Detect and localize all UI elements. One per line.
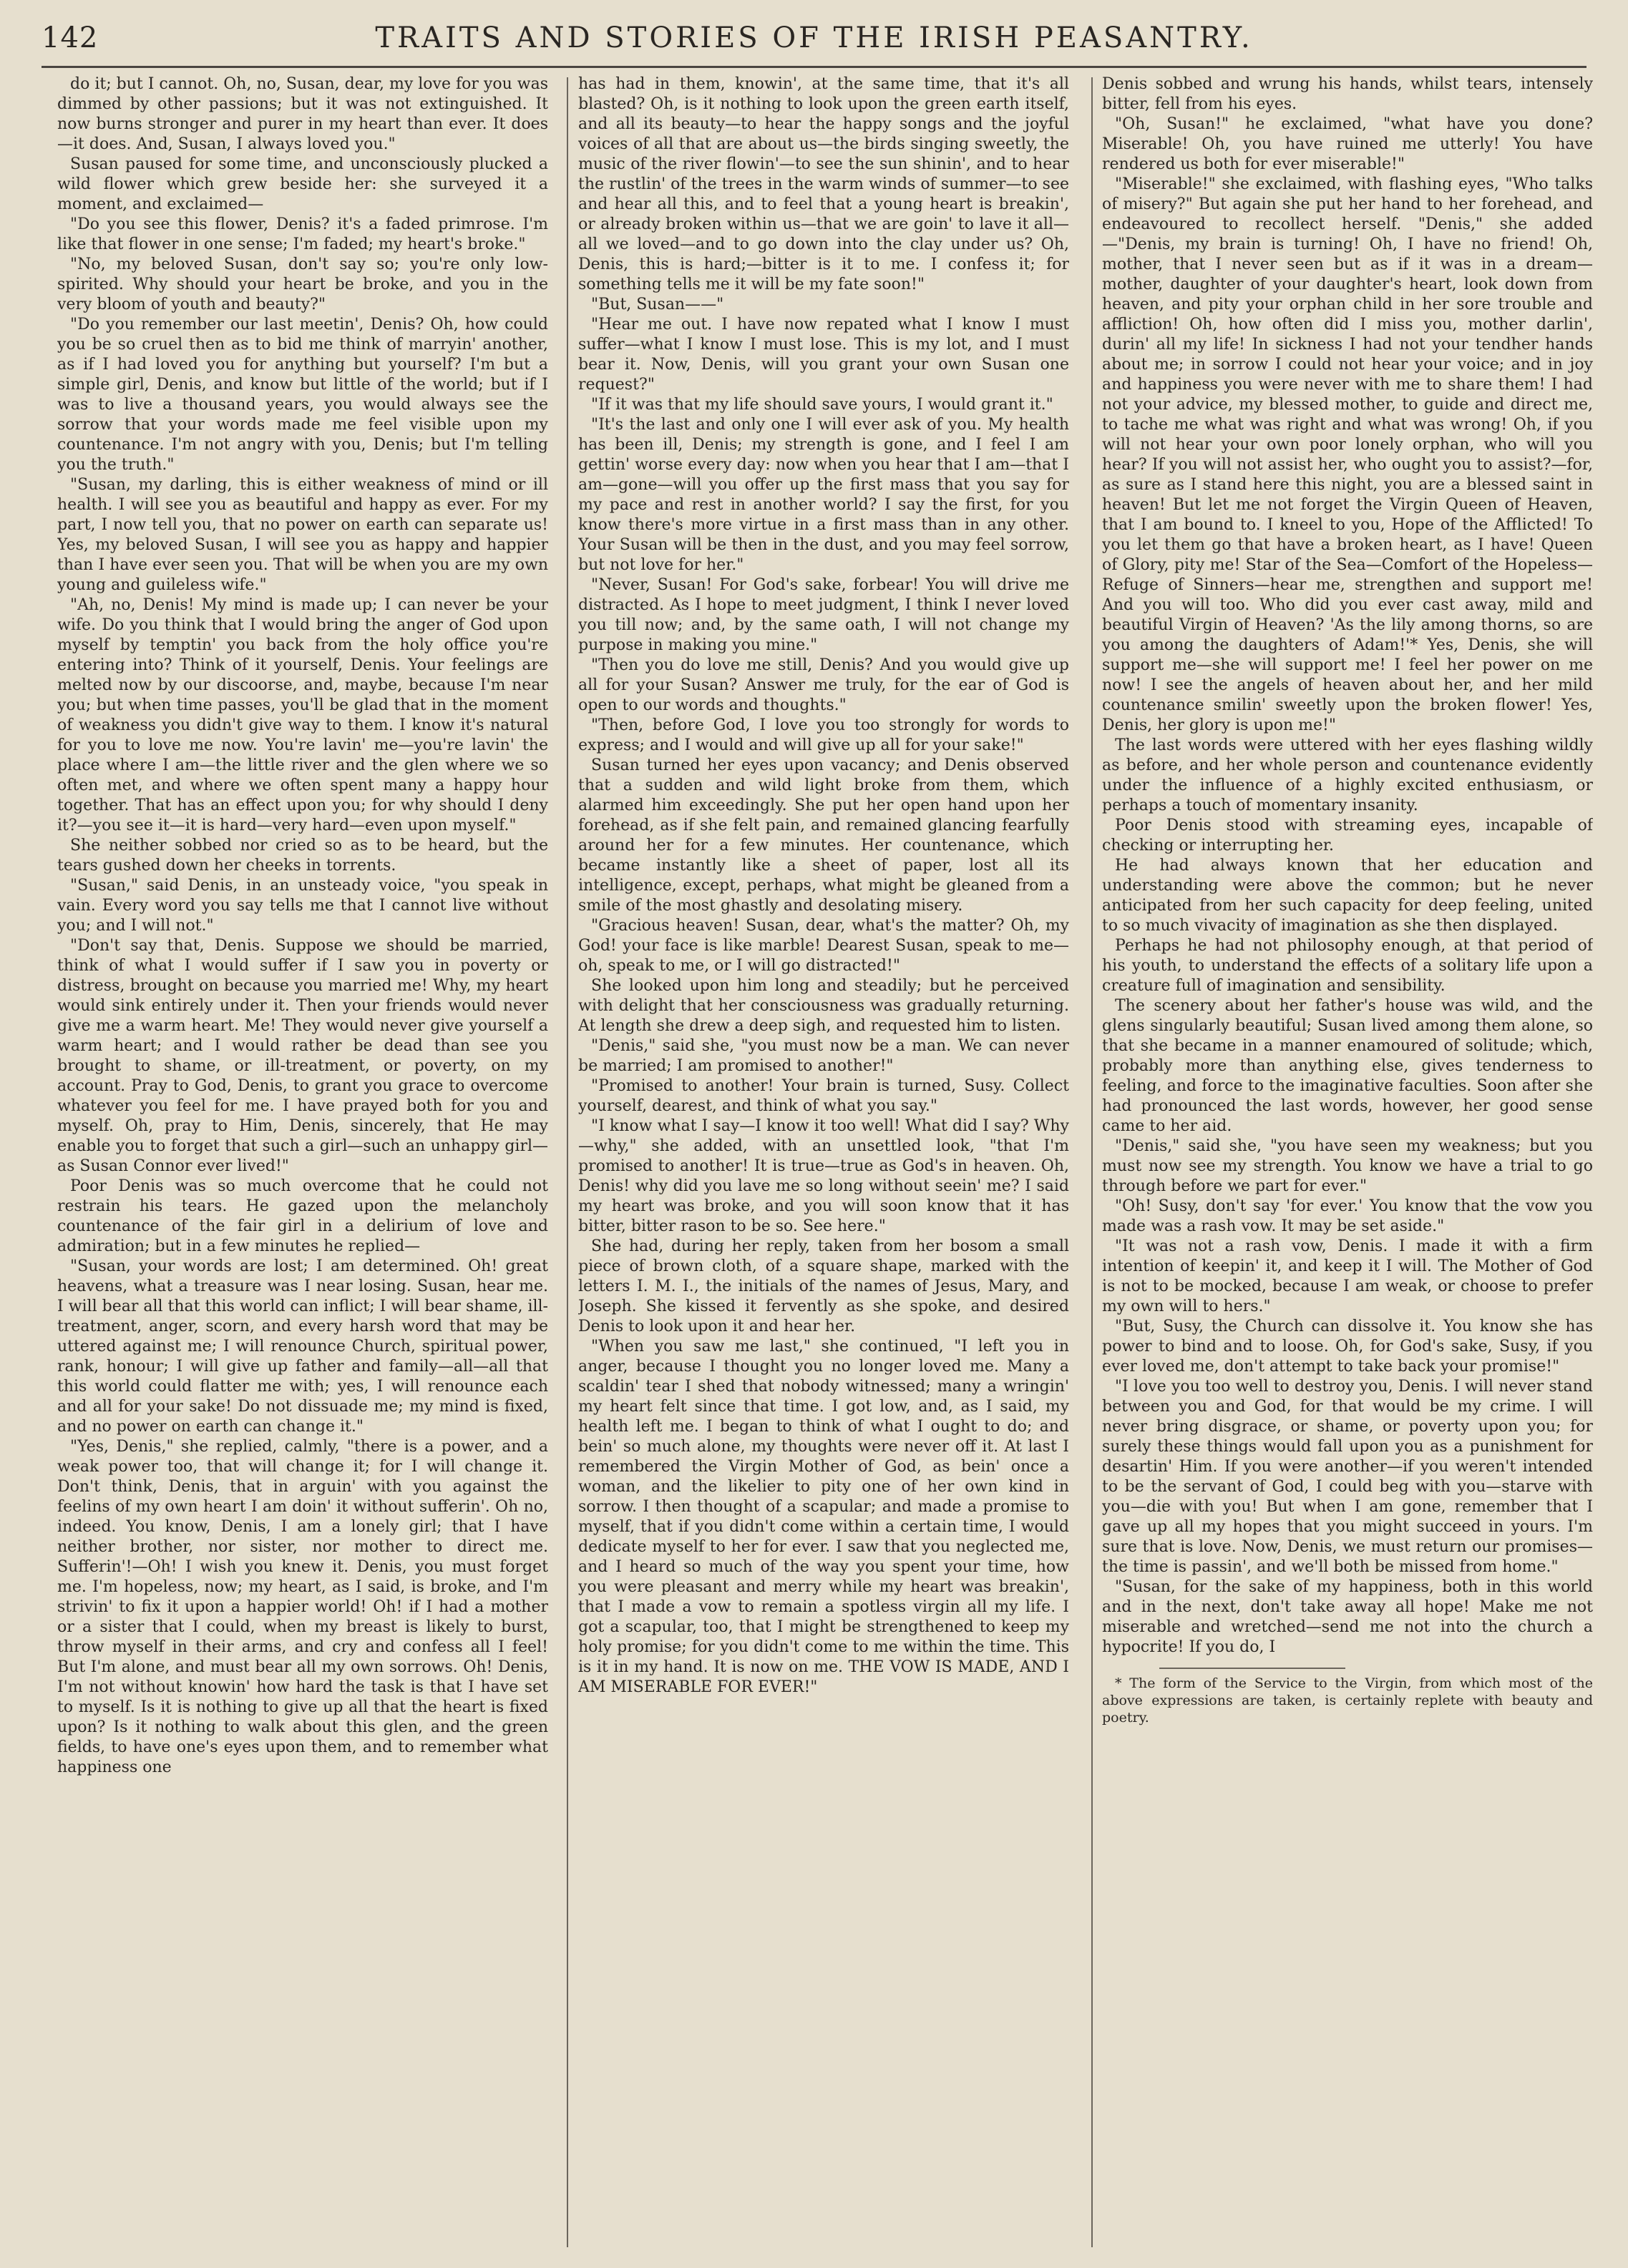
paragraph: Poor Denis was so much overcome that he could not restrain his tears. He gazed upon the melancholy countenance of the fair girl in a delirium of love and admiration; but in a few minutes he replied— (57, 1177, 548, 1255)
paragraph: "But, Susan——" (591, 296, 724, 313)
paragraph: "Denis," said she, "you have seen my weakness; but you must now see my strength. You know we have a trial to go through before we part for ever." (1102, 1137, 1593, 1195)
paragraph: "Promised to another! Your brain is turned, Susy. Collect yourself, dearest, and think of what you say." (578, 1077, 1069, 1115)
paragraph: "Susan, my darling, this is either weakness of mind or ill health. I will see you as beautiful and happy as ever. For my part, I now tell you, that no power on earth can separate us! Yes, my beloved Susan, I will see you as happy and happier than I have ever seen you. That will be when you are my own young and guileless wife." (57, 476, 548, 594)
footnote-rule (1159, 1668, 1345, 1669)
paragraph: "Susan, for the sake of my happiness, both in this world and in the next, don't take away all hope! Make me not miserable and wretched—send me not into the church a hypocrite! If you do, I (1102, 1578, 1593, 1656)
paragraph: "Denis," said she, "you must now be a man. We can never be married; I am promised to another!" (578, 1037, 1069, 1075)
paragraph: "Hear me out. I have now repated what I know I must suffer—what I know I must lose. This is my lot, and I must bear it. Now, Denis, will you grant your own Susan one request?" (578, 316, 1069, 394)
paragraph: "No, my beloved Susan, don't say so; you're only low-spirited. Why should your heart be broke, and you in the very bloom of youth and beauty?" (57, 255, 548, 313)
paragraph: "Susan, your words are lost; I am determined. Oh! great heavens, what a treasure was I near losing. Susan, hear me. I will bear all that this world can inflict; I will bear shame, ill-treatment, anger, scorn, and every harsh word that may be uttered against me; I will renounce Church, spiritual power, rank, honour; I will give up father and family—all—all that this world could flatter me with; yes, I will renounce each and all for your sake! Do not dissuade me; my mind is fixed, and no power on earth can change it." (57, 1257, 548, 1436)
page-header (42, 21, 1586, 66)
paragraph: do it; but I cannot. Oh, no, Susan, dear, my love for you was dimmed by other passions; but it was not extinguished. It now burns stronger and purer in my heart than ever. It does—it does. And, Susan, I always loved you." (57, 75, 548, 153)
paragraph: "Do you see this flower, Denis? it's a faded primrose. I'm like that flower in one sense; I'm faded; my heart's broke." (57, 215, 548, 253)
paragraph: She looked upon him long and steadily; but he perceived with delight that her consciousness was gradually returning. At length she drew a deep sigh, and requested him to listen. (578, 977, 1069, 1035)
paragraph: She neither sobbed nor cried so as to be heard, but the tears gushed down her cheeks in torrents. (57, 837, 548, 875)
paragraph: "Miserable!" she exclaimed, with flashing eyes, "Who talks of misery?" But again she put her hand to her forehead, and endeavoured to recollect herself. "Denis," she added—"Denis, my brain is turning! Oh, I have no friend! Oh, mother, that I never seen but as if it was in a dream—mother, daughter of your daughter's heart, look down from heaven, and pity your orphan child in her sore trouble and affliction! Oh, how often did I miss you, mother darlin', durin' all my life! In sickness I had not your tendher hands about me; in sorrow I could not hear your voice; and in joy and happiness you were never with me to share them! I had not your advice, my blessed mother, to guide and direct me, to tache me what was right and what was wrong! Oh, if you will not hear your own poor lonely orphan, who will you hear? If you will not assist her, who ought you to assist?—for, as sure as I stand here this night, you are a blessed saint in heaven! But let me not forget the Virgin Queen of Heaven, that I am bound to. I kneel to you, Hope of the Afflicted! To you let them go that have a broken heart, as I have! Queen of Glory, pity me! Star of the Sea—Comfort of the Hopeless—Refuge of Sinners—hear me, strengthen and support me! And you will too. Who did you ever cast away, mild and beautiful Virgin of Heaven? 'As the lily among thorns, so are you among the daughters of Adam!'* Yes, Denis, she will support me—she will support me! I feel her power on me now! I see the angels of heaven about her, and her mild countenance smilin' sweetly upon the broken flower! Yes, Denis, her glory is upon me!" (1102, 175, 1593, 734)
page-number: 142 (42, 21, 99, 54)
paragraph: The scenery about her father's house was wild, and the glens singularly beautiful; Susan lived among them alone, so that she became in a manner enamoured of solitude; which, probably more than anything else, gives tenderness to feeling, and force to the imaginative faculties. Soon after she had pronounced the last words, however, her good sense came to her aid. (1102, 997, 1593, 1135)
paragraph: "Gracious heaven! Susan, dear, what's the matter? Oh, my God! your face is like marble! Dearest Susan, speak to me—oh, speak to me, or I will go distracted!" (578, 917, 1069, 975)
paragraph: Perhaps he had not philosophy enough, at that period of his youth, to understand the effects of a solitary life upon a creature full of imagination and sensibility. (1102, 937, 1593, 995)
column-divider (567, 77, 568, 2247)
header-rule (42, 66, 1586, 68)
text-column-3 (1102, 74, 1593, 2250)
paragraph: "Oh, Susan!" he exclaimed, "what have you done? Miserable! Oh, you have ruined me utterly! You have rendered us both for ever miserable!" (1102, 115, 1593, 173)
paragraph: "Yes, Denis," she replied, calmly, "there is a power, and a weak power too, that will change it; for I will change it. Don't think, Denis, that in arguin' with you against the feelins of my own heart I am doin' it without sufferin'. Oh no, indeed. You know, Denis, I am a lonely girl; that I have neither brother, nor sister, nor mother to direct me. Sufferin'!—Oh! I wish you knew it. Denis, you must forget me. I'm hopeless, now; my heart, as I said, is broke, and I'm strivin' to fix it upon a happier world! Oh! if I had a mother or a sister that I could, when my breast is likely to burst, throw myself in their arms, and cry and confess all I feel! But I'm alone, and must bear all my own sorrows. Oh! Denis, I'm not without knowin' how hard the task is that I have set to myself. Is it is nothing to give up all that the heart is fixed upon? Is it nothing to walk about this glen, and the green fields, to have one's eyes upon them, and to remember what happiness one (57, 1438, 548, 1776)
running-title: TRAITS AND STORIES OF THE IRISH PEASANTRY. (375, 21, 1253, 54)
paragraph: "It was not a rash vow, Denis. I made it with a firm intention of keepin' it, and keep it I will. The Mother of God is not to be mocked, because I am weak, or choose to prefer my own will to hers." (1102, 1237, 1593, 1315)
paragraph: "I know what I say—I know it too well! What did I say? Why—why," she added, with an unsettled look, "that I'm promised to another! It is true—true as God's in heaven. Oh, Denis! why did you lave me so long without seein' me? I said my heart was broke, and you will soon know that it has bitter, bitter rason to be so. See here." (578, 1117, 1069, 1235)
paragraph: Susan paused for some time, and unconsciously plucked a wild flower which grew beside her: she surveyed it a moment, and exclaimed— (57, 155, 548, 213)
footnote: * The form of the Service to the Virgin, from which most of the above expressions are taken, is certainly replete with beauty and poetry. (1102, 1675, 1593, 1726)
paragraph: "Never, Susan! For God's sake, forbear! You will drive me distracted. As I hope to meet judgment, I think I never loved you till now; and, by the same oath, I will not change my purpose in making you mine." (578, 576, 1069, 654)
paragraph: "Do you remember our last meetin', Denis? Oh, how could you be so cruel then as to bid me think of marryin' another, as if I had loved you for anything but yourself? I'm but a simple girl, Denis, and know but little of the world; but if I was to live a thousand years, you would always see the sorrow that your words made me feel visible upon my countenance. I'm not angry with you, Denis; but I'm telling you the truth." (57, 316, 548, 474)
paragraph: Poor Denis stood with streaming eyes, incapable of checking or interrupting her. (1102, 817, 1593, 855)
paragraph: "I love you too well to destroy you, Denis. I will never stand between you and God, for that would be my crime. I will never bring disgrace, or shame, or poverty upon you; for surely these things would fall upon you as a punishment for desartin' Him. If you were another—if you weren't intended to be the servant of God, I could beg with you—starve with you—die with you! But when I am gone, remember that I gave up all my hopes that you might succeed in yours. I'm sure that is love. Now, Denis, we must return our promises—the time is passin', and we'll both be missed from home." (1102, 1378, 1593, 1576)
paragraph: has had in them, knowin', at the same time, that it's all blasted? Oh, is it nothing to look upon the green earth itself, and all its beauty—to hear the happy songs and the joyful voices of all that are about us—the birds singing sweetly, the music of the river flowin'—to see the sun shinin', and to hear the rustlin' of the trees in the warm winds of summer—to see and hear all this, and to feel that a young heart is breakin', or already broken within us—that we are goin' to lave it all—all we loved—and to go down into the clay under us? Oh, Denis, this is hard;—bitter is it to me. I confess it; for something tells me it will be my fate soon!" (578, 75, 1069, 293)
paragraph: "Then you do love me still, Denis? And you would give up all for your Susan? Answer me truly, for the ear of God is open to our words and thoughts." (578, 656, 1069, 714)
text-column-2 (578, 74, 1069, 2250)
paragraph: "Then, before God, I love you too strongly for words to express; and I would and will give up all for your sake!" (578, 716, 1069, 754)
paragraph: "Susan," said Denis, in an unsteady voice, "you speak in vain. Every word you say tells me that I cannot live without you; and I will not." (57, 877, 548, 935)
paragraph: Susan turned her eyes upon vacancy; and Denis observed that a sudden and wild light broke from them, which alarmed him exceedingly. She put her open hand upon her forehead, as if she felt pain, and remained glancing fearfully around her for a few minutes. Her countenance, which became instantly like a sheet of paper, lost all its intelligence, except, perhaps, what might be gleaned from a smile of the most ghastly and desolating misery. (578, 756, 1069, 915)
paragraph: "When you saw me last," she continued, "I left you in anger, because I thought you no longer loved me. Many a scaldin' tear I shed that nobody witnessed; many a wringin' my heart felt since that time. I got low, and, as I said, my health left me. I began to think of what I ought to do; and bein' so much alone, my thoughts were never off it. At last I remembered the Virgin Mother of God, as bein' once a woman, and the likelier to pity one of her own kind in sorrow. I then thought of a scapular; and made a promise to myself, that if you didn't come within a certain time, I would dedicate myself to her for ever. I saw that you neglected me, and I heard so much of the way you spent your time, how you were pleasant and merry while my heart was breakin', that I made a vow to remain a spotless virgin all my life. I got a scapular, too, that I might be strengthened to keep my holy promise; for you didn't come to me within the time. This is it in my hand. It is now on me. THE VOW IS MADE, AND I AM MISERABLE FOR EVER!" (578, 1338, 1069, 1696)
paragraph: She had, during her reply, taken from her bosom a small piece of brown cloth, of a square shape, marked with the letters I. M. I., the initials of the names of Jesus, Mary, and Joseph. She kissed it fervently as she spoke, and desired Denis to look upon it and hear her. (578, 1237, 1069, 1335)
text-column-1 (57, 74, 548, 2250)
paragraph: "It's the last and only one I will ever ask of you. My health has been ill, Denis; my strength is gone, and I feel I am gettin' worse every day: now when you hear that I am—that I am—gone—will you offer up the first mass that you say for my pace and rest in another world? I say the first, for you know there's more virtue in a first mass than in any other. Your Susan will be then in the dust, and you may feel sorrow, but not love for her." (578, 416, 1069, 574)
paragraph: "Oh! Susy, don't say 'for ever.' You know that the vow you made was a rash vow. It may be set aside." (1102, 1197, 1593, 1235)
paragraph: "But, Susy, the Church can dissolve it. You know she has power to bind and to loose. Oh, for God's sake, Susy, if you ever loved me, don't attempt to take back your promise!" (1102, 1318, 1593, 1376)
paragraph: "If it was that my life should save yours, I would grant it." (591, 396, 1053, 414)
paragraph: He had always known that her education and understanding were above the common; but he never anticipated from her such capacity for deep feeling, united to so much vivacity of imagination as she then displayed. (1102, 857, 1593, 935)
paragraph: Denis sobbed and wrung his hands, whilst tears, intensely bitter, fell from his eyes. (1102, 75, 1593, 113)
column-divider (1091, 77, 1093, 2247)
paragraph: The last words were uttered with her eyes flashing wildly as before, and her whole person and countenance evidently under the influence of a highly excited enthusiasm, or perhaps a touch of momentary insanity. (1102, 736, 1593, 814)
paragraph: "Ah, no, Denis! My mind is made up; I can never be your wife. Do you think that I would bring the anger of God upon myself by temptin' you back from the holy office you're entering into? Think of it yourself, Denis. Your feelings are melted now by our discoorse, and, maybe, because I'm near you; but when time passes, you'll be glad that in the moment of weakness you didn't give way to them. I know it's natural for you to love me now. You're lavin' me—you're lavin' the place where I am—the little river and the glen where we so often met, and where we often spent many a happy hour together. That has an effect upon you; for why should I deny it?—you see it—it is hard—very hard—even upon myself." (57, 596, 548, 834)
paragraph: "Don't say that, Denis. Suppose we should be married, think of what I would suffer if I saw you in poverty or distress, brought on because you married me! Why, my heart would sink entirely under it. Then your friends would never give me a warm heart. Me! They would never give yourself a warm heart; and I would rather be dead than see you brought to shame, or ill-treatment, or poverty, on my account. Pray to God, Denis, to grant you grace to overcome whatever you feel for me. I have prayed both for you and myself. Oh, pray to Him, Denis, sincerely, that He may enable you to forget that such a girl—such an unhappy girl—as Susan Connor ever lived!" (57, 937, 548, 1175)
